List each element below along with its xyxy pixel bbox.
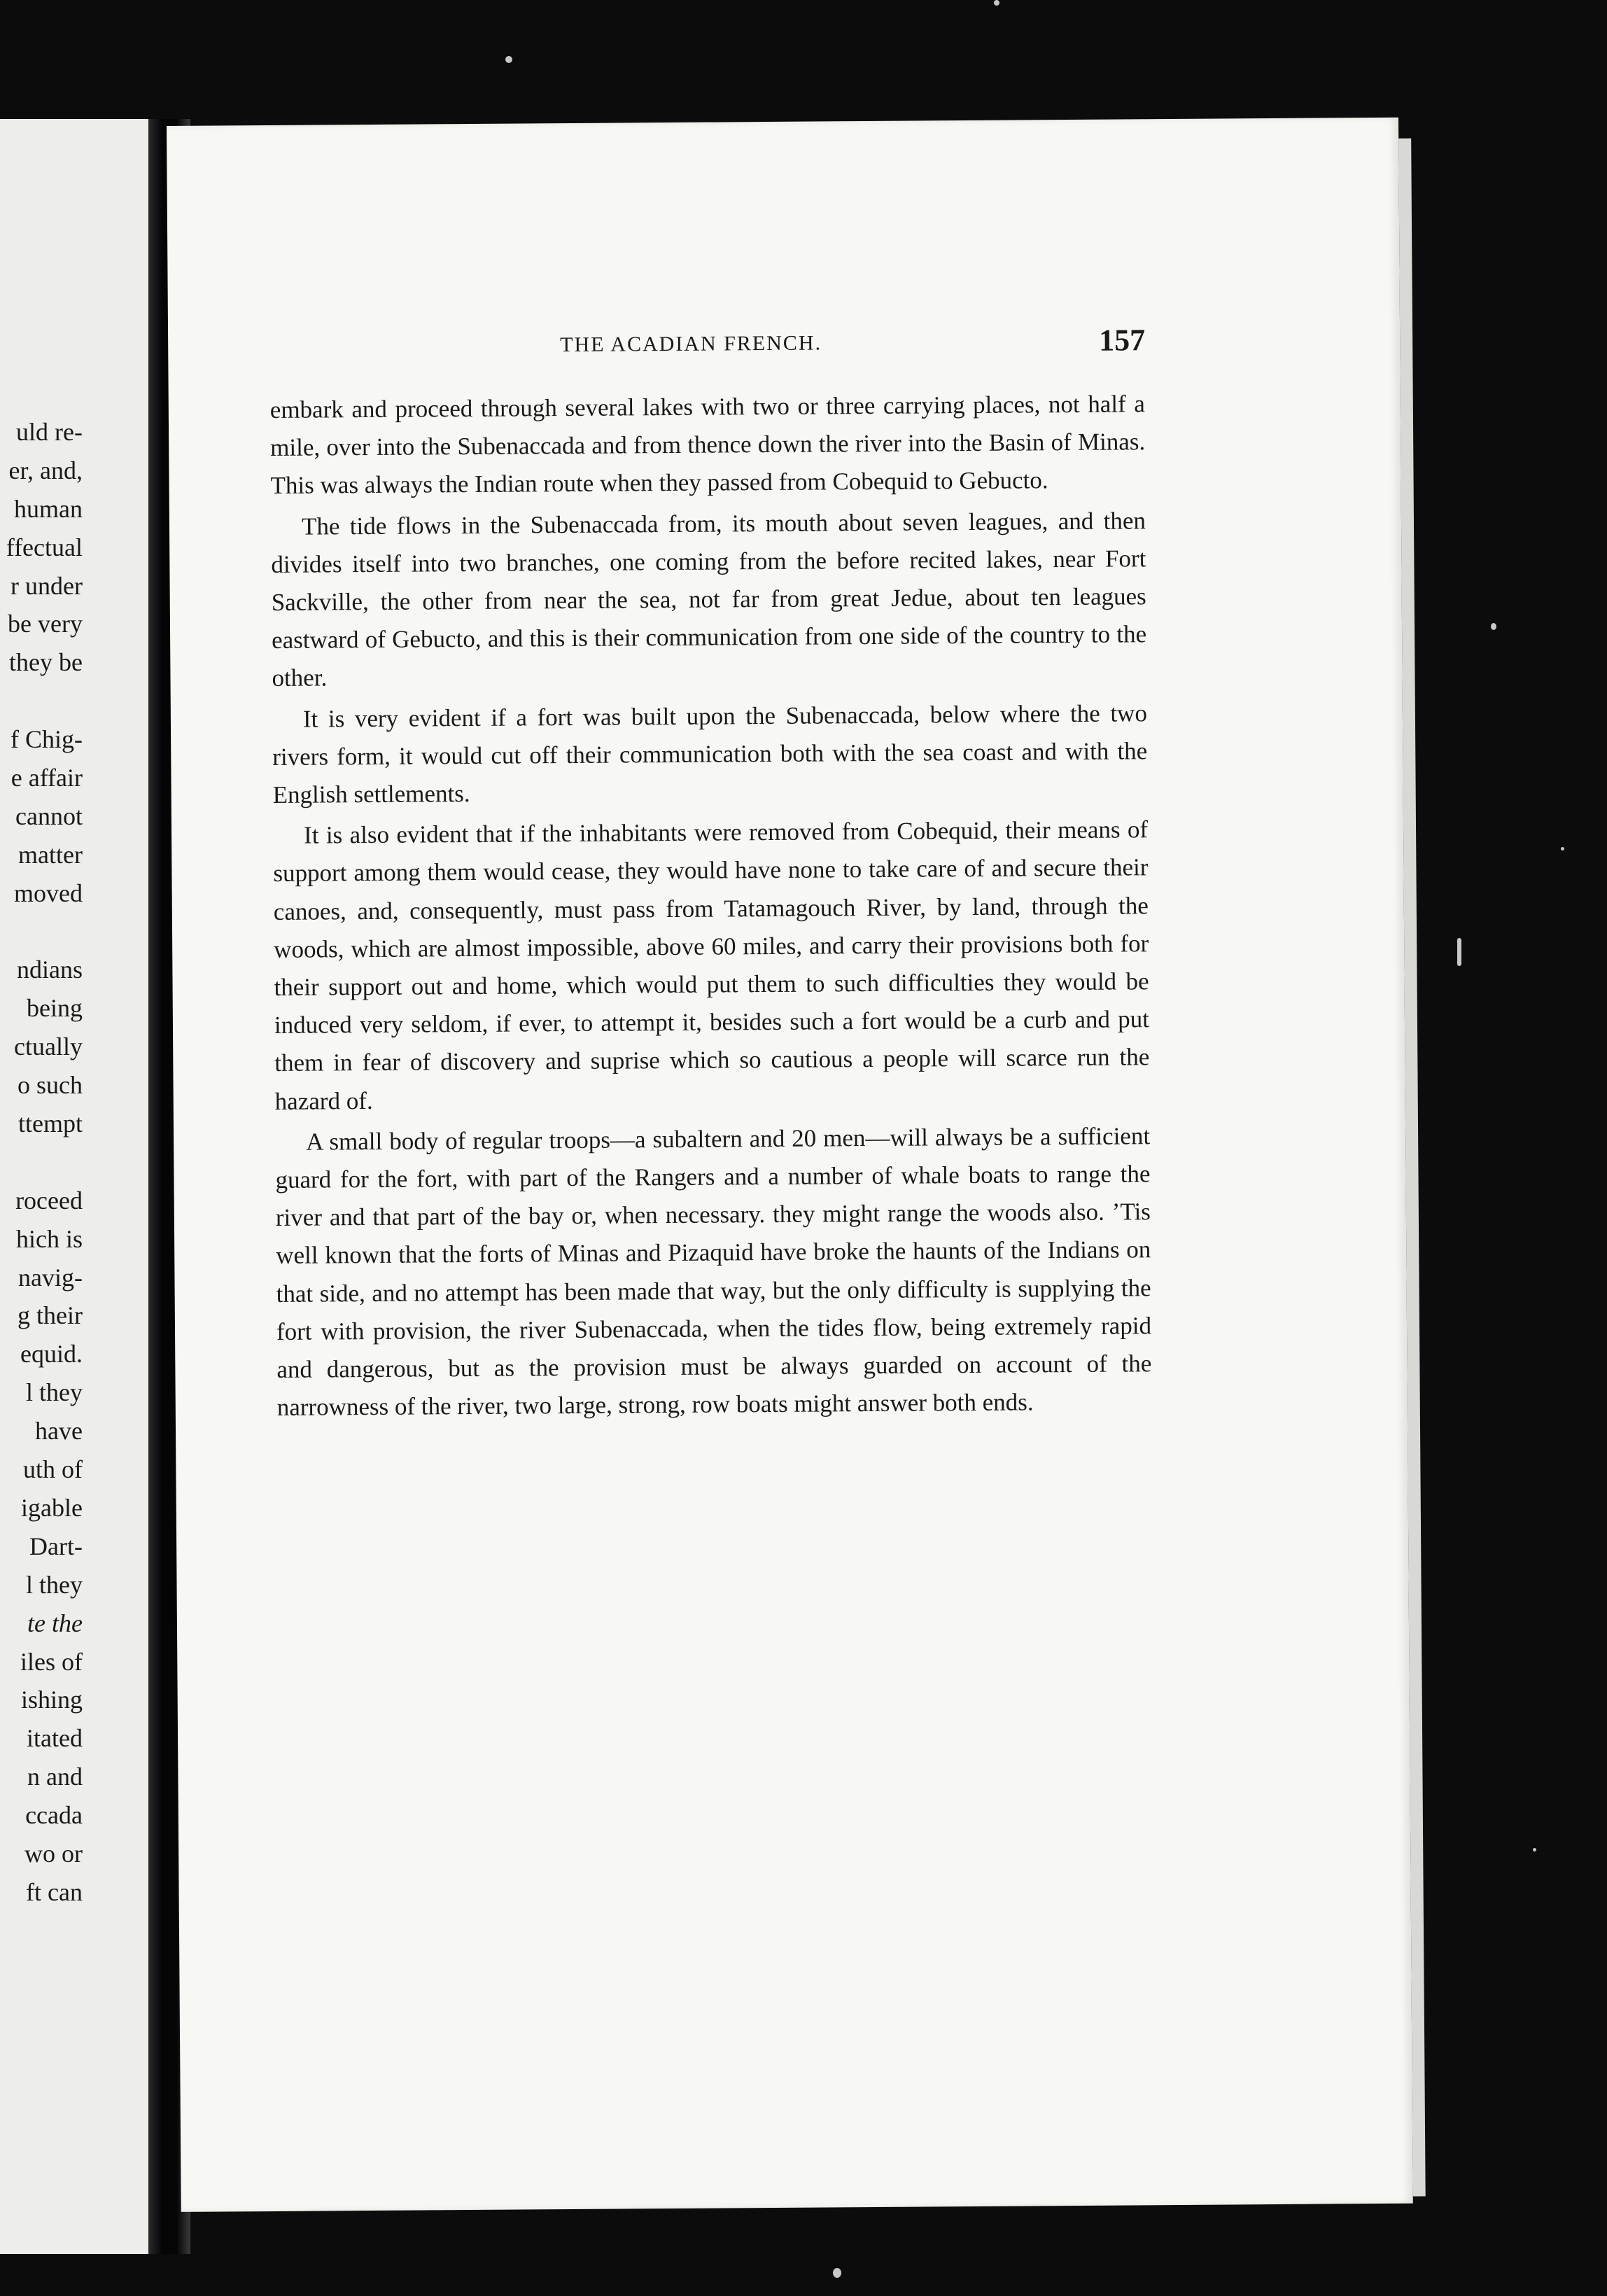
left-line: hich is [16, 1224, 83, 1253]
left-line: ctually [14, 1032, 83, 1061]
left-line: moved [14, 878, 83, 907]
left-page-text-column [0, 413, 83, 1912]
left-line: matter [18, 840, 83, 869]
left-line: roceed [15, 1186, 83, 1214]
left-line: ishing [20, 1686, 83, 1714]
left-line: ccada [25, 1801, 83, 1830]
left-line: te the [27, 1609, 83, 1637]
left-line: f Chig- [10, 725, 83, 754]
left-line: have [35, 1417, 83, 1446]
right-page [167, 118, 1413, 2212]
running-head: THE ACADIAN FRENCH. [560, 331, 822, 357]
left-line: Dart- [29, 1532, 83, 1560]
left-line [0, 913, 83, 951]
left-line [0, 1143, 83, 1182]
left-line: g their [17, 1301, 83, 1330]
left-line: n and [27, 1763, 83, 1791]
left-line: ft can [26, 1877, 83, 1906]
left-line: igable [21, 1493, 83, 1522]
page-number: 157 [1098, 323, 1146, 358]
left-line: r under [10, 571, 83, 600]
left-line: human [14, 494, 83, 523]
left-line: ndians [17, 955, 83, 984]
body-text [270, 385, 1152, 1429]
left-line: ffectual [6, 533, 83, 561]
paragraph: embark and proceed through several lakes with two or three carrying places, not half a mile, over into the Subenaccada and from thence down the river into the Basin of Minas. This was always the Indian route when they passed from Cobequid to Gebucto. [269, 390, 1146, 500]
paragraph: A small body of regular troops—a subaltern and 20 men—will always be a sufficient guard for the fort, with part of the Rangers and a number of whale boats to range the river and that part of the bay or, when necessary. they might range the woods also. ’Tis well known that the forts of Minas and Pizaquid have broke the haunts of the Indians on that side, and no attempt has been made that way, but the only difficulty is supplying the fort with provision, the river Subenaccada, when the tides flow, being extremely rapid and dangerous, but as the provision must be always guarded on account of the narrowness of the river, two large, strong, row boats might answer both ends. [275, 1122, 1152, 1422]
left-line: cannot [15, 802, 83, 830]
left-line: equid. [20, 1340, 83, 1368]
left-line: l they [26, 1378, 83, 1407]
left-line: wo or [24, 1839, 83, 1868]
left-line: navig- [18, 1263, 83, 1292]
paragraph: It is also evident that if the inhabitants were removed from Cobequid, their means of support among them would cease, they would have none to take care of and secure their canoes, and, consequently, must pass from Tatamagouch River, by land, through the woods, which are almost impossible, above 60 miles, and carry their provisions both for their support out and home, which would put them to such difficulties they would be induced very seldom, if ever, to attempt it, besides such a fort would be a curb and put them in fear of discovery and suprise which so cautious a people will scarce run the hazard of. [273, 816, 1150, 1115]
left-line: o such [17, 1071, 83, 1100]
left-line: they be [9, 648, 83, 677]
left-line: e affair [10, 764, 83, 792]
left-line: itated [27, 1724, 83, 1753]
page-edge [1398, 139, 1426, 2197]
paragraph: It is very evident if a fort was built upon the Subenaccada, below where the two rivers form, it would cut off their communication both with the sea coast and with the English settlements. [272, 699, 1148, 808]
left-line: being [27, 994, 83, 1023]
paragraph: The tide flows in the Subenaccada from, its mouth about seven leagues, and then divides itself into two branches, one coming from the before recited lakes, near Fort Sackville, the other from near the sea, not far from great Jedue, about ten leagues eastward of Gebucto, and this is their communication from one side of the country to the other. [271, 506, 1147, 692]
left-line: uld re- [16, 418, 83, 446]
left-line: be very [8, 610, 83, 638]
left-line: iles of [20, 1647, 83, 1676]
left-line: er, and, [8, 456, 83, 484]
left-line: ttempt [18, 1110, 83, 1138]
left-facing-page [0, 119, 161, 2254]
left-line: uth of [23, 1455, 83, 1484]
left-line: l they [26, 1570, 83, 1599]
left-line [0, 682, 83, 720]
